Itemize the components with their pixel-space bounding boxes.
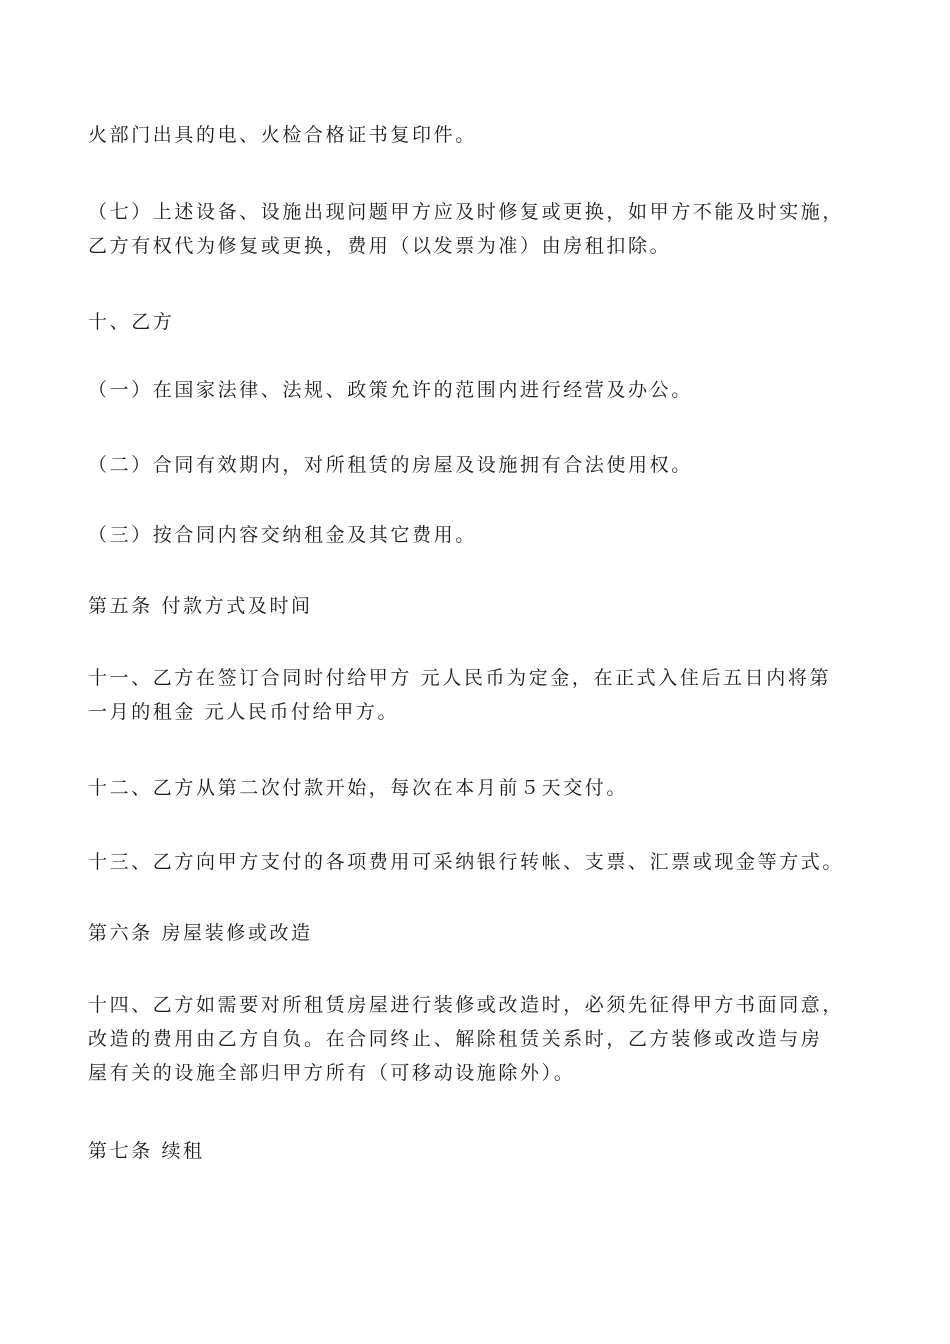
text-line: 屋有关的设施全部归甲方所有（可移动设施除外）。 <box>88 1062 576 1084</box>
text-line: 十一、乙方在签订合同时付给甲方 元人民币为定金，在正式入住后五日内将第 <box>88 667 832 689</box>
heading-article-6 <box>88 916 868 950</box>
paragraph-item-3-rent <box>88 518 868 552</box>
paragraph-fire-certificate <box>88 118 868 152</box>
text-line: 第六条 房屋装修或改造 <box>88 922 313 944</box>
paragraph-thirteen-payment-method <box>88 845 868 879</box>
text-line: 第五条 付款方式及时间 <box>88 595 313 617</box>
paragraph-fourteen-renovation <box>88 988 868 1090</box>
paragraph-item-7-repair <box>88 195 868 263</box>
paragraph-item-2-usage-right <box>88 448 868 482</box>
paragraph-twelve-payment-day <box>88 771 868 805</box>
text-line: （二）合同有效期内，对所租赁的房屋及设施拥有合法使用权。 <box>88 454 693 476</box>
text-line: 一月的租金 元人民币付给甲方。 <box>88 701 400 723</box>
text-line: 火部门出具的电、火检合格证书复印件。 <box>88 124 477 146</box>
text-line: （一）在国家法律、法规、政策允许的范围内进行经营及办公。 <box>88 379 693 401</box>
text-line: 十二、乙方从第二次付款开始，每次在本月前５天交付。 <box>88 777 629 799</box>
heading-ten-party-b <box>88 305 868 339</box>
paragraph-eleven-deposit <box>88 661 868 729</box>
text-line: 改造的费用由乙方自负。在合同终止、解除租赁关系时，乙方装修或改造与房 <box>88 1028 823 1050</box>
text-line: （三）按合同内容交纳租金及其它费用。 <box>88 524 477 546</box>
text-line: 十四、乙方如需要对所租赁房屋进行装修或改造时，必须先征得甲方书面同意， <box>88 994 845 1016</box>
heading-article-5 <box>88 589 868 623</box>
text-line: 第七条 续租 <box>88 1140 205 1162</box>
paragraph-item-1-business <box>88 373 868 407</box>
text-line: 十、乙方 <box>88 311 175 333</box>
heading-article-7 <box>88 1134 868 1168</box>
text-line: （七）上述设备、设施出现问题甲方应及时修复或更换，如甲方不能及时实施， <box>88 201 845 223</box>
text-line: 乙方有权代为修复或更换，费用（以发票为准）由房租扣除。 <box>88 235 672 257</box>
text-line: 十三、乙方向甲方支付的各项费用可采纳银行转帐、支票、汇票或现金等方式。 <box>88 851 845 873</box>
